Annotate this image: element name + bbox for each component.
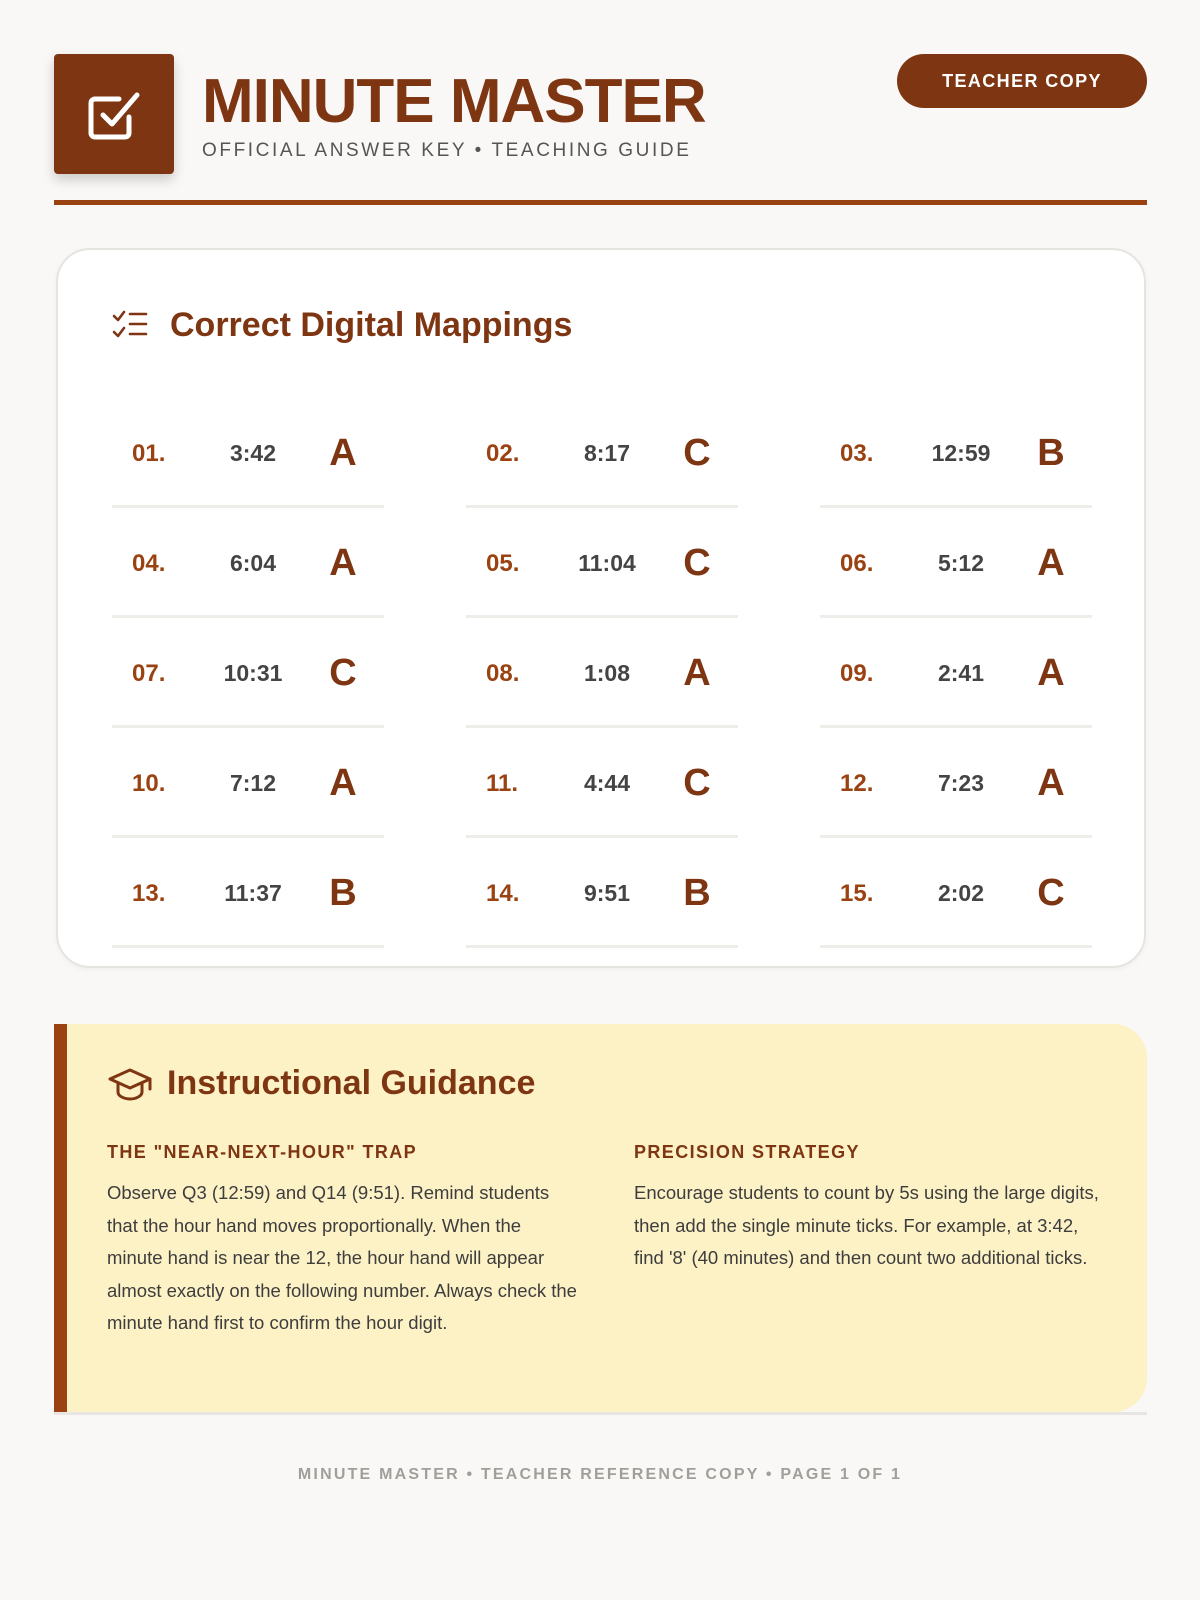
question-number: 12. (840, 769, 874, 797)
answer-item (112, 618, 384, 728)
answer-item (820, 838, 1092, 948)
digital-time: 11:37 (224, 880, 282, 906)
checklist-icon (112, 309, 148, 341)
answer-letter: B (683, 872, 711, 914)
answer-item (820, 618, 1092, 728)
page-footer: MINUTE MASTER • TEACHER REFERENCE COPY • PAGE 1 OF 1 (297, 1466, 903, 1483)
question-number: 06. (840, 549, 874, 577)
page-header (54, 54, 1147, 206)
answer-item (820, 508, 1092, 618)
strategy-body: Encourage students to count by 5s using the large digits, then add the single minute ticks. For example, at 3:42, find '8' (40 minutes) and then count two additional ticks. (634, 1182, 1099, 1268)
answer-letter: C (683, 542, 711, 584)
question-number: 05. (486, 549, 520, 577)
answer-letter: A (1037, 542, 1065, 584)
graduation-cap-icon (107, 1066, 153, 1102)
mappings-header (112, 305, 572, 345)
checkbox-icon (83, 83, 145, 145)
answer-item (112, 508, 384, 618)
digital-time: 7:12 (229, 770, 277, 796)
answer-item (466, 398, 738, 508)
digital-time: 6:04 (229, 550, 277, 576)
header-divider (54, 200, 1147, 205)
guidance-header (107, 1064, 535, 1103)
guidance-panel (54, 1024, 1147, 1412)
question-number: 07. (132, 659, 166, 687)
question-number: 14. (486, 879, 520, 907)
guidance-right-column (634, 1142, 1104, 1275)
question-number: 10. (132, 769, 166, 797)
digital-time: 8:17 (583, 440, 631, 466)
question-number: 11. (486, 769, 519, 797)
mappings-title: Correct Digital Mappings (170, 305, 573, 344)
answer-letter: A (683, 652, 711, 694)
digital-time: 4:44 (583, 770, 631, 796)
digital-time: 3:42 (229, 440, 277, 466)
digital-time: 5:12 (937, 550, 985, 576)
answer-letter: B (329, 872, 357, 914)
answer-grid (112, 398, 1094, 948)
footer-divider (54, 1412, 1147, 1415)
logo (54, 54, 174, 174)
digital-time: 7:23 (937, 770, 985, 796)
answer-item (820, 728, 1092, 838)
answer-letter: C (683, 432, 711, 474)
digital-time: 10:31 (223, 660, 283, 686)
question-number: 15. (840, 879, 874, 907)
answer-letter: C (329, 652, 357, 694)
digital-time: 1:08 (583, 660, 631, 686)
question-number: 01. (132, 439, 166, 467)
teacher-copy-badge: TEACHER COPY (897, 54, 1147, 108)
question-number: 08. (486, 659, 520, 687)
answer-letter: A (329, 542, 357, 584)
answer-letter: B (1037, 432, 1065, 474)
question-number: 04. (132, 549, 166, 577)
trap-heading: THE "NEAR-NEXT-HOUR" TRAP (107, 1142, 418, 1162)
answer-item (466, 838, 738, 948)
guidance-left-column (107, 1142, 577, 1340)
answer-item (466, 728, 738, 838)
question-number: 13. (132, 879, 166, 907)
answer-item (112, 728, 384, 838)
digital-time: 11:04 (578, 550, 636, 576)
digital-time: 2:02 (937, 880, 985, 906)
question-number: 02. (486, 439, 520, 467)
answer-item (112, 838, 384, 948)
answer-letter: A (1037, 652, 1065, 694)
trap-body: Observe Q3 (12:59) and Q14 (9:51). Remind students that the hour hand moves proportionally. When the minute hand is near the 12, the hour hand will appear almost exactly on the following number. Always check the minute hand first to confirm the hour digit. (107, 1182, 577, 1333)
question-number: 09. (840, 659, 874, 687)
question-number: 03. (840, 439, 874, 467)
answer-letter: A (329, 762, 357, 804)
mappings-card (56, 248, 1146, 968)
answer-letter: A (1037, 762, 1065, 804)
page-subtitle: OFFICIAL ANSWER KEY • TEACHING GUIDE (202, 140, 692, 161)
digital-time: 12:59 (931, 440, 991, 466)
page-title: MINUTE MASTER (202, 67, 706, 136)
guidance-title: Instructional Guidance (167, 1064, 536, 1102)
answer-item (820, 398, 1092, 508)
answer-item (466, 508, 738, 618)
digital-time: 2:41 (937, 660, 985, 686)
answer-item (466, 618, 738, 728)
strategy-heading: PRECISION STRATEGY (634, 1142, 860, 1162)
answer-letter: C (1037, 872, 1065, 914)
answer-letter: A (329, 432, 357, 474)
digital-time: 9:51 (583, 880, 631, 906)
answer-letter: C (683, 762, 711, 804)
answer-item (112, 398, 384, 508)
